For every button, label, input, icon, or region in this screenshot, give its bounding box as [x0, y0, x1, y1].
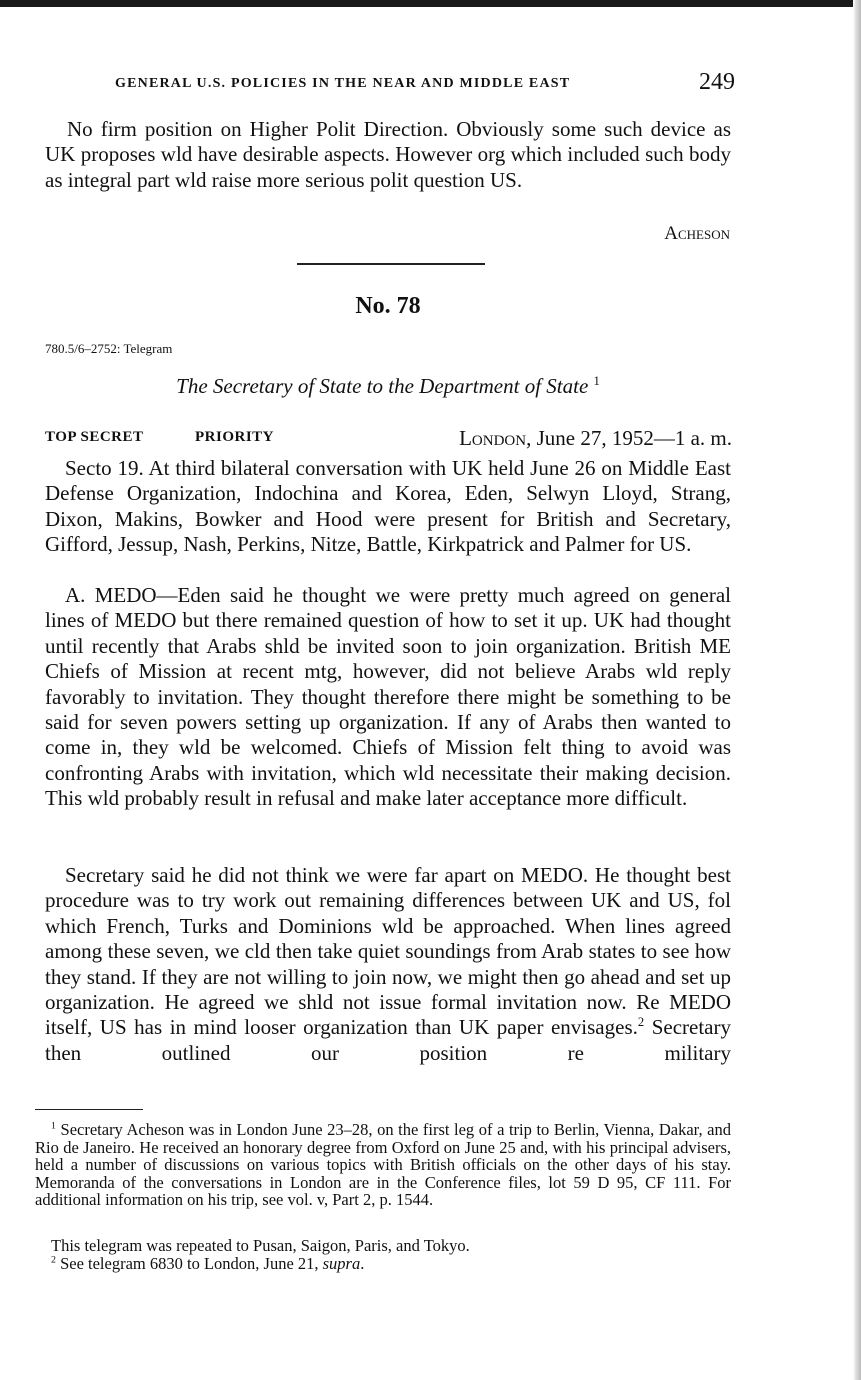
footnote-ref-1: 1 [593, 374, 600, 388]
running-header [115, 69, 735, 95]
footnote-1-marker: 1 [51, 1120, 56, 1132]
body-paragraph: A. MEDO—Eden said he thought we were pretty much agreed on general lines of MEDO but there remained question of how to set it up. UK had thought until recently that Arabs shld be invited soon to join organization. British ME Chiefs of Mission at recent mtg, however, did not believe Arabs wld reply favorably to invitation. They thought therefore there might be something to be said for seven powers setting up organization. If any of Arabs then wanted to come in, they wld be welcomed. Chiefs of Mission felt thing to avoid was confronting Arabs with invitation, which wld necessitate their making decision. This wld probably result in refusal and make later acceptance more difficult. [45, 583, 731, 811]
footnote-ref-2: 2 [637, 1015, 645, 1030]
precedence-label: PRIORITY [195, 429, 275, 445]
document-separator-rule [297, 263, 485, 265]
footnote-2-italic: supra [322, 1254, 361, 1273]
running-header-title: GENERAL U.S. POLICIES IN THE NEAR AND MIDDLE EAST [115, 76, 571, 91]
footnote-separator-rule [35, 1109, 143, 1110]
signature: Acheson [664, 223, 730, 244]
document-number: No. 78 [355, 293, 421, 319]
dateline [410, 426, 732, 451]
body-paragraph: Secto 19. At third bilateral conversation with UK held June 26 on Middle East Defense Organization, Indochina and Korea, Eden, Selwyn Lloyd, Strang, Dixon, Makins, Bowker and Hood were present for British and Secretary, Gifford, Jessup, Nash, Perkins, Nitze, Battle, Kirkpatrick and Palmer for US. [45, 456, 731, 557]
page-top-edge [0, 0, 861, 7]
classification-label: TOP SECRET [45, 429, 144, 445]
body-paragraph-continuation: Secretary then outlined our position re military [45, 1015, 731, 1065]
document-title-text: The Secretary of State to the Department of State [176, 374, 589, 398]
footnote-2-end: . [360, 1254, 365, 1273]
footnote-1-text: Secretary Acheson was in London June 23–28, on the first leg of a trip to Berlin, Vienna, Dakar, and Rio de Janeiro. He received an honorary degree from Oxford on June 25 and, with his principal advisers, held a number of discussions on various topics with British officials on the other days of his stay. Memoranda of the conversations in London are in the Conference files, lot 59 D 95, CF 111. For additional information on his trip, see vol. v, Part 2, p. 1544. [35, 1120, 732, 1210]
footnote-1 [35, 1121, 731, 1209]
page-number: 249 [699, 69, 735, 95]
file-reference: 780.5/6–2752: Telegram [45, 341, 173, 356]
body-paragraph [45, 863, 731, 1066]
footnote-1-addendum: This telegram was repeated to Pusan, Saigon, Paris, and Tokyo. [51, 1236, 470, 1255]
document-title [45, 374, 731, 399]
dateline-date: , June 27, 1952—1 a. m. [526, 426, 732, 450]
dateline-place: London [459, 426, 527, 450]
footnote-2-text: See telegram 6830 to London, June 21, [60, 1254, 323, 1273]
footnote-2 [35, 1255, 731, 1273]
previous-document-closing-paragraph: No firm position on Higher Polit Direction. Obviously some such device as UK proposes wld have desirable aspects. However org which included such body as integral part wld raise more serious polit question US. [45, 117, 731, 192]
footnote-2-marker: 2 [51, 1254, 56, 1266]
page-right-edge [853, 0, 861, 1380]
body-paragraph-text: Secretary said he did not think we were far apart on MEDO. He thought best procedure was to try work out remaining differences between UK and US, fol which French, Turks and Dominions wld be approached. When lines agreed among these seven, we cld then take quiet soundings from Arab states to see how they stand. If they are not willing to join now, we might then go ahead and set up organization. He agreed we shld not issue formal invitation now. Re MEDO itself, US has in mind looser organization than UK paper envisages. [45, 863, 731, 1040]
